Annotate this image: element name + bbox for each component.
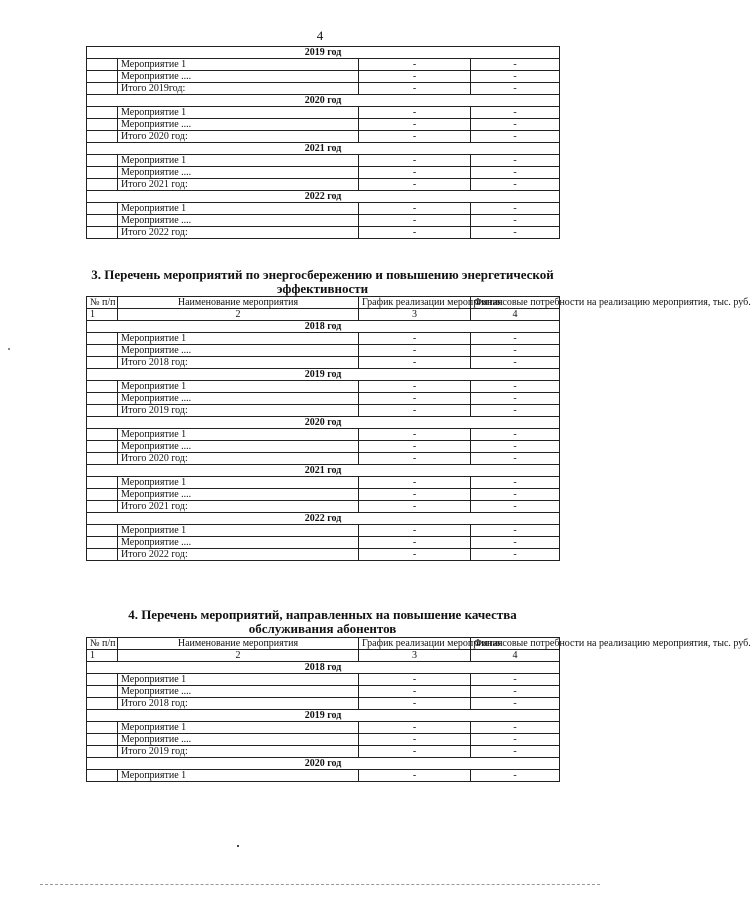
table-row bbox=[87, 71, 560, 83]
column-number-row bbox=[87, 650, 560, 662]
year-row bbox=[87, 369, 560, 381]
row-finance: - bbox=[471, 215, 560, 227]
row-schedule: - bbox=[359, 722, 471, 734]
year-label: 2019 год bbox=[87, 369, 560, 381]
row-schedule: - bbox=[359, 477, 471, 489]
header-num: № п/п bbox=[87, 638, 118, 650]
table-row bbox=[87, 345, 560, 357]
row-finance: - bbox=[471, 155, 560, 167]
header-name: Наименование мероприятия bbox=[118, 297, 359, 309]
row-name: Итого 2022 год: bbox=[118, 549, 359, 561]
year-row bbox=[87, 47, 560, 59]
row-name: Мероприятие 1 bbox=[118, 381, 359, 393]
row-name: Мероприятие .... bbox=[118, 489, 359, 501]
total-row bbox=[87, 179, 560, 191]
row-finance: - bbox=[471, 167, 560, 179]
year-label: 2019 год bbox=[87, 710, 560, 722]
row-name: Мероприятие 1 bbox=[118, 155, 359, 167]
row-finance: - bbox=[471, 698, 560, 710]
row-schedule: - bbox=[359, 131, 471, 143]
year-label: 2020 год bbox=[87, 95, 560, 107]
total-row bbox=[87, 549, 560, 561]
continuation-table bbox=[86, 46, 560, 239]
row-finance: - bbox=[471, 179, 560, 191]
row-finance: - bbox=[471, 674, 560, 686]
table-row bbox=[87, 477, 560, 489]
table-row bbox=[87, 59, 560, 71]
row-name: Итого 2020 год: bbox=[118, 131, 359, 143]
section-4-table bbox=[86, 637, 751, 782]
year-label: 2018 год bbox=[87, 662, 560, 674]
row-name: Итого 2019 год: bbox=[118, 405, 359, 417]
row-schedule: - bbox=[359, 59, 471, 71]
scan-speck bbox=[237, 845, 239, 847]
year-row bbox=[87, 95, 560, 107]
row-name: Мероприятие .... bbox=[118, 71, 359, 83]
total-row bbox=[87, 453, 560, 465]
row-name: Итого 2019год: bbox=[118, 83, 359, 95]
total-row bbox=[87, 698, 560, 710]
scan-edge-line bbox=[40, 884, 600, 885]
row-name: Мероприятие .... bbox=[118, 734, 359, 746]
row-finance: - bbox=[471, 722, 560, 734]
row-finance: - bbox=[471, 59, 560, 71]
row-name: Мероприятие .... bbox=[118, 686, 359, 698]
row-finance: - bbox=[471, 131, 560, 143]
row-name: Мероприятие 1 bbox=[118, 333, 359, 345]
row-finance: - bbox=[471, 501, 560, 513]
section-3-table bbox=[86, 296, 751, 561]
row-schedule: - bbox=[359, 686, 471, 698]
row-schedule: - bbox=[359, 107, 471, 119]
page-number: 4 bbox=[316, 28, 324, 43]
row-schedule: - bbox=[359, 83, 471, 95]
row-finance: - bbox=[471, 489, 560, 501]
row-schedule: - bbox=[359, 441, 471, 453]
total-row bbox=[87, 83, 560, 95]
table-row bbox=[87, 674, 560, 686]
row-schedule: - bbox=[359, 203, 471, 215]
table-row bbox=[87, 686, 560, 698]
row-name: Мероприятие 1 bbox=[118, 203, 359, 215]
section-3-title: 3. Перечень мероприятий по энергосбережению и повышению энергетической эффективности bbox=[91, 267, 554, 296]
row-finance: - bbox=[471, 107, 560, 119]
row-name: Мероприятие .... bbox=[118, 167, 359, 179]
total-row bbox=[87, 405, 560, 417]
table-row bbox=[87, 155, 560, 167]
row-name: Итого 2018 год: bbox=[118, 698, 359, 710]
table-row bbox=[87, 119, 560, 131]
row-finance: - bbox=[471, 227, 560, 239]
row-finance: - bbox=[471, 686, 560, 698]
row-finance: - bbox=[471, 345, 560, 357]
column-number: 3 bbox=[359, 309, 471, 321]
row-schedule: - bbox=[359, 71, 471, 83]
column-number-row bbox=[87, 309, 560, 321]
column-number: 1 bbox=[87, 650, 118, 662]
column-number: 4 bbox=[471, 650, 560, 662]
row-name: Итого 2018 год: bbox=[118, 357, 359, 369]
row-finance: - bbox=[471, 525, 560, 537]
row-name: Мероприятие 1 bbox=[118, 107, 359, 119]
row-schedule: - bbox=[359, 489, 471, 501]
row-schedule: - bbox=[359, 179, 471, 191]
row-finance: - bbox=[471, 429, 560, 441]
row-name: Мероприятие 1 bbox=[118, 770, 359, 782]
table-row bbox=[87, 107, 560, 119]
year-row bbox=[87, 513, 560, 525]
row-name: Итого 2019 год: bbox=[118, 746, 359, 758]
total-row bbox=[87, 227, 560, 239]
row-finance: - bbox=[471, 734, 560, 746]
table-row bbox=[87, 203, 560, 215]
year-label: 2020 год bbox=[87, 758, 560, 770]
table-row bbox=[87, 429, 560, 441]
row-schedule: - bbox=[359, 405, 471, 417]
table-row bbox=[87, 393, 560, 405]
row-finance: - bbox=[471, 746, 560, 758]
row-schedule: - bbox=[359, 345, 471, 357]
row-name: Итого 2022 год: bbox=[118, 227, 359, 239]
total-row bbox=[87, 501, 560, 513]
year-label: 2018 год bbox=[87, 321, 560, 333]
year-row bbox=[87, 143, 560, 155]
column-number: 1 bbox=[87, 309, 118, 321]
row-name: Мероприятие 1 bbox=[118, 477, 359, 489]
row-schedule: - bbox=[359, 357, 471, 369]
row-finance: - bbox=[471, 393, 560, 405]
column-number: 3 bbox=[359, 650, 471, 662]
year-label: 2022 год bbox=[87, 191, 560, 203]
row-name: Итого 2021 год: bbox=[118, 501, 359, 513]
row-name: Мероприятие .... bbox=[118, 345, 359, 357]
row-finance: - bbox=[471, 203, 560, 215]
row-name: Мероприятие .... bbox=[118, 537, 359, 549]
row-finance: - bbox=[471, 119, 560, 131]
row-schedule: - bbox=[359, 537, 471, 549]
year-label: 2020 год bbox=[87, 417, 560, 429]
row-name: Итого 2021 год: bbox=[118, 179, 359, 191]
row-name: Мероприятие 1 bbox=[118, 722, 359, 734]
table-row bbox=[87, 441, 560, 453]
column-number: 2 bbox=[118, 650, 359, 662]
year-label: 2022 год bbox=[87, 513, 560, 525]
year-row bbox=[87, 465, 560, 477]
row-finance: - bbox=[471, 477, 560, 489]
row-finance: - bbox=[471, 357, 560, 369]
header-finance: Финансовые потребности на реализацию мероприятия, тыс. руб. bbox=[471, 297, 560, 309]
table-row bbox=[87, 489, 560, 501]
row-name: Мероприятие .... bbox=[118, 393, 359, 405]
row-schedule: - bbox=[359, 381, 471, 393]
table-row bbox=[87, 734, 560, 746]
table-row bbox=[87, 525, 560, 537]
row-schedule: - bbox=[359, 453, 471, 465]
row-finance: - bbox=[471, 441, 560, 453]
row-name: Итого 2020 год: bbox=[118, 453, 359, 465]
table-row bbox=[87, 333, 560, 345]
table-row bbox=[87, 537, 560, 549]
table-row bbox=[87, 381, 560, 393]
row-finance: - bbox=[471, 770, 560, 782]
header-schedule: График реализации мероприятия bbox=[359, 638, 471, 650]
row-finance: - bbox=[471, 83, 560, 95]
row-schedule: - bbox=[359, 698, 471, 710]
table-row bbox=[87, 770, 560, 782]
year-row bbox=[87, 191, 560, 203]
year-row bbox=[87, 321, 560, 333]
row-schedule: - bbox=[359, 167, 471, 179]
year-row bbox=[87, 710, 560, 722]
row-schedule: - bbox=[359, 393, 471, 405]
row-schedule: - bbox=[359, 770, 471, 782]
row-schedule: - bbox=[359, 746, 471, 758]
year-label: 2021 год bbox=[87, 465, 560, 477]
row-schedule: - bbox=[359, 119, 471, 131]
header-row bbox=[87, 297, 560, 309]
row-name: Мероприятие .... bbox=[118, 215, 359, 227]
year-label: 2021 год bbox=[87, 143, 560, 155]
year-row bbox=[87, 662, 560, 674]
row-schedule: - bbox=[359, 525, 471, 537]
column-number: 2 bbox=[118, 309, 359, 321]
column-number: 4 bbox=[471, 309, 560, 321]
table-row bbox=[87, 722, 560, 734]
row-finance: - bbox=[471, 71, 560, 83]
row-schedule: - bbox=[359, 734, 471, 746]
row-name: Мероприятие .... bbox=[118, 441, 359, 453]
row-schedule: - bbox=[359, 215, 471, 227]
row-schedule: - bbox=[359, 227, 471, 239]
row-schedule: - bbox=[359, 674, 471, 686]
total-row bbox=[87, 131, 560, 143]
row-finance: - bbox=[471, 453, 560, 465]
table-row bbox=[87, 167, 560, 179]
row-finance: - bbox=[471, 537, 560, 549]
row-schedule: - bbox=[359, 155, 471, 167]
year-row bbox=[87, 758, 560, 770]
row-name: Мероприятие 1 bbox=[118, 59, 359, 71]
scan-speck bbox=[8, 348, 10, 350]
total-row bbox=[87, 357, 560, 369]
row-finance: - bbox=[471, 549, 560, 561]
row-finance: - bbox=[471, 405, 560, 417]
row-schedule: - bbox=[359, 549, 471, 561]
total-row bbox=[87, 746, 560, 758]
header-row bbox=[87, 638, 560, 650]
row-finance: - bbox=[471, 333, 560, 345]
row-name: Мероприятие .... bbox=[118, 119, 359, 131]
row-schedule: - bbox=[359, 501, 471, 513]
section-4-title: 4. Перечень мероприятий, направленных на повышение качества обслуживания абонентов bbox=[128, 607, 517, 636]
row-name: Мероприятие 1 bbox=[118, 674, 359, 686]
header-name: Наименование мероприятия bbox=[118, 638, 359, 650]
row-schedule: - bbox=[359, 429, 471, 441]
year-label: 2019 год bbox=[87, 47, 560, 59]
header-num: № п/п bbox=[87, 297, 118, 309]
row-name: Мероприятие 1 bbox=[118, 429, 359, 441]
header-schedule: График реализации мероприятия bbox=[359, 297, 471, 309]
row-name: Мероприятие 1 bbox=[118, 525, 359, 537]
year-row bbox=[87, 417, 560, 429]
row-schedule: - bbox=[359, 333, 471, 345]
row-finance: - bbox=[471, 381, 560, 393]
header-finance: Финансовые потребности на реализацию мероприятия, тыс. руб. bbox=[471, 638, 560, 650]
table-row bbox=[87, 215, 560, 227]
